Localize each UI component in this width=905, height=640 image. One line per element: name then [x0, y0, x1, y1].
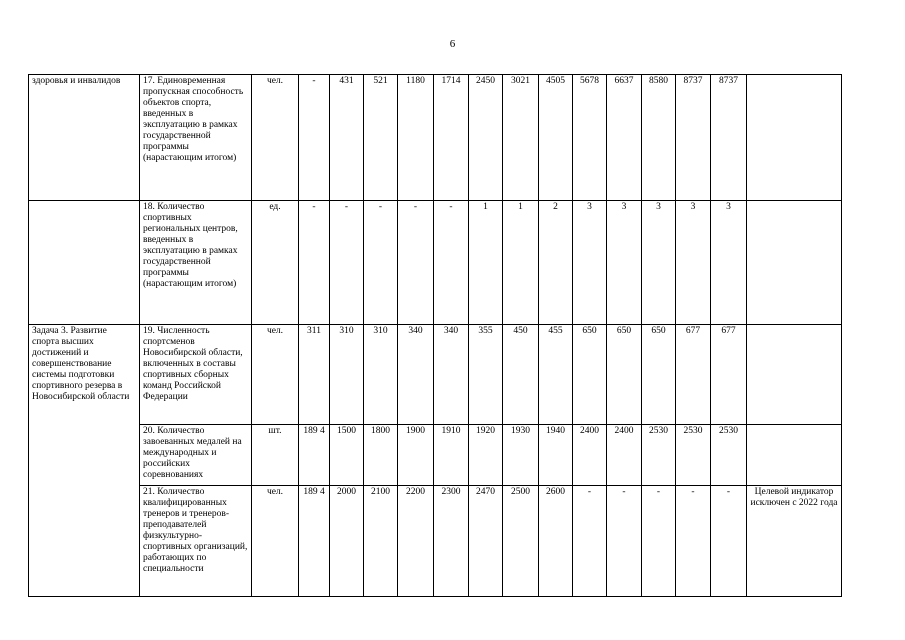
value-cell: 2470 [469, 486, 503, 597]
indicator-cell: 21. Количество квалифицированных тренеров и тренеров-преподавателей физкультурно-спортивных организаций, работающих по специальности [140, 486, 252, 597]
value-cell: 310 [330, 325, 364, 425]
value-cell: 650 [642, 325, 676, 425]
page-number: 6 [449, 38, 456, 50]
value-cell: 2100 [364, 486, 398, 597]
value-cell: 1940 [539, 425, 573, 486]
value-cell: 2500 [503, 486, 539, 597]
value-cell: 677 [711, 325, 747, 425]
value-cell: - [330, 201, 364, 325]
table-row [29, 425, 842, 486]
value-cell: 3 [711, 201, 747, 325]
value-cell: 2530 [676, 425, 711, 486]
value-cell: 6637 [607, 75, 642, 201]
value-cell: 189 4 [299, 486, 330, 597]
goal-cell: здоровья и инвалидов [29, 75, 140, 201]
goal-cell [29, 201, 140, 325]
value-cell: - [299, 75, 330, 201]
value-cell: 2530 [642, 425, 676, 486]
value-cell: 2400 [573, 425, 607, 486]
value-cell: - [607, 486, 642, 597]
table-row [29, 486, 842, 597]
note-cell: Целевой индикатор исключен с 2022 года [747, 486, 842, 597]
value-cell: 1 [469, 201, 503, 325]
table-row [29, 201, 842, 325]
indicator-cell: 19. Численность спортсменов Новосибирской области, включенных в составы спортивных сборных команд Российской Федерации [140, 325, 252, 425]
value-cell: 1180 [398, 75, 434, 201]
value-cell: 355 [469, 325, 503, 425]
indicator-cell: 20. Количество завоеванных медалей на международных и российских соревнованиях [140, 425, 252, 486]
value-cell: 1920 [469, 425, 503, 486]
value-cell: 650 [607, 325, 642, 425]
value-cell: 3021 [503, 75, 539, 201]
note-cell [747, 325, 842, 425]
value-cell: 3 [642, 201, 676, 325]
value-cell: 2300 [434, 486, 469, 597]
table-row [29, 325, 842, 425]
value-cell: 2200 [398, 486, 434, 597]
note-cell [747, 75, 842, 201]
value-cell: 431 [330, 75, 364, 201]
unit-cell: шт. [252, 425, 299, 486]
value-cell: 1900 [398, 425, 434, 486]
value-cell: 340 [434, 325, 469, 425]
value-cell: 340 [398, 325, 434, 425]
value-cell: 677 [676, 325, 711, 425]
value-cell: 1910 [434, 425, 469, 486]
unit-cell: чел. [252, 75, 299, 201]
value-cell: 189 4 [299, 425, 330, 486]
indicator-cell: 18. Количество спортивных региональных центров, введенных в эксплуатацию в рамках государственной программы (нарастающим итогом) [140, 201, 252, 325]
value-cell: 8580 [642, 75, 676, 201]
value-cell: 2 [539, 201, 573, 325]
value-cell: 1930 [503, 425, 539, 486]
indicator-cell: 17. Единовременная пропускная способность объектов спорта, введенных в эксплуатацию в рамках государственной программы (нарастающим итогом) [140, 75, 252, 201]
value-cell: 2400 [607, 425, 642, 486]
value-cell: 8737 [711, 75, 747, 201]
value-cell: 5678 [573, 75, 607, 201]
value-cell: 311 [299, 325, 330, 425]
value-cell: - [676, 486, 711, 597]
value-cell: - [299, 201, 330, 325]
unit-cell: чел. [252, 486, 299, 597]
value-cell: 8737 [676, 75, 711, 201]
value-cell: 455 [539, 325, 573, 425]
goal-cell: Задача 3. Развитие спорта высших достижений и совершенствование системы подготовки спортивного резерва в Новосибирской области [29, 325, 140, 597]
note-cell [747, 425, 842, 486]
value-cell: 521 [364, 75, 398, 201]
value-cell: - [711, 486, 747, 597]
value-cell: - [434, 201, 469, 325]
value-cell: 4505 [539, 75, 573, 201]
value-cell: - [573, 486, 607, 597]
value-cell: - [398, 201, 434, 325]
value-cell: 1 [503, 201, 539, 325]
value-cell: 1800 [364, 425, 398, 486]
value-cell: 2000 [330, 486, 364, 597]
value-cell: 3 [607, 201, 642, 325]
value-cell: - [642, 486, 676, 597]
value-cell: 450 [503, 325, 539, 425]
value-cell: 3 [573, 201, 607, 325]
value-cell: 1714 [434, 75, 469, 201]
value-cell: 3 [676, 201, 711, 325]
value-cell: 2530 [711, 425, 747, 486]
value-cell: 650 [573, 325, 607, 425]
value-cell: - [364, 201, 398, 325]
value-cell: 1500 [330, 425, 364, 486]
table-row [29, 75, 842, 201]
value-cell: 310 [364, 325, 398, 425]
value-cell: 2600 [539, 486, 573, 597]
indicators-table [28, 74, 842, 597]
unit-cell: ед. [252, 201, 299, 325]
value-cell: 2450 [469, 75, 503, 201]
note-cell [747, 201, 842, 325]
unit-cell: чел. [252, 325, 299, 425]
